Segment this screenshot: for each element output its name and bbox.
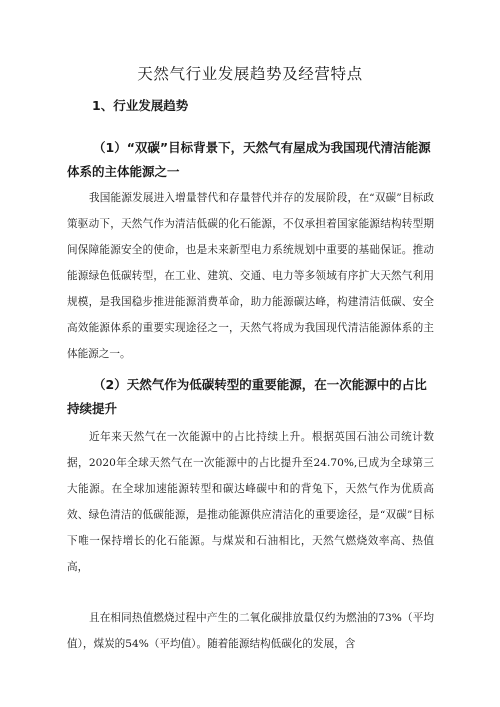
section-heading-industry-trends: 1、行业发展趋势 <box>92 98 189 113</box>
paragraph-emissions: 且在相同热值燃烧过程中产生的二氧化碳排放量仅约为燃油的73%（平均值），煤炭的54%（平均值）。随着能源结构低碳化的发展，含 <box>67 612 434 650</box>
subsection-heading-low-carbon-share: （2）天然气作为低碳转型的重要能源，在一次能源中的占比持续提升 <box>67 377 427 416</box>
subsection-heading-dual-carbon: （1）“双碳”目标背景下，天然气有屋成为我国现代清洁能源体系的主体能源之一 <box>67 140 431 179</box>
paragraph-dual-carbon: 我国能源发展进入增量替代和存量替代并存的发展阶段，在“双碳”目标政策驱动下，天然气作为清洁低碳的化石能源，不仅承担着国家能源结构转型期间保障能源安全的使命，也是未来新型电力系统规划中重要的基础保证。推动能源绿色低碳转型，在工业、建筑、交通、电力等多领域有序扩大天然气利用规模，是我国稳步推进能源消费革命，助力能源碳达峰，构建清洁低碳、安全高效能源体系的重要实现途径之一，天然气将成为我国现代清洁能源体系的主体能源之一。 <box>67 192 434 360</box>
document-title: 天然气行业发展趋势及经营特点 <box>137 65 363 83</box>
paragraph-energy-share: 近年来天然气在一次能源中的占比持续上升。根据英国石油公司统计数据，2020年全球天然气在一次能源中的占比提升至24.70%,已成为全球第三大能源。在全球加速能源转型和碳达峰碳中和的背兔下，天然气作为优质高效、绿色清洁的低碳能源，是推动能源供应清洁化的重要途径，是“双碳”目标下唯一保持增长的化石能源。与煤炭和石油相比，天然气燃烧效率高、热值高， <box>67 431 434 573</box>
